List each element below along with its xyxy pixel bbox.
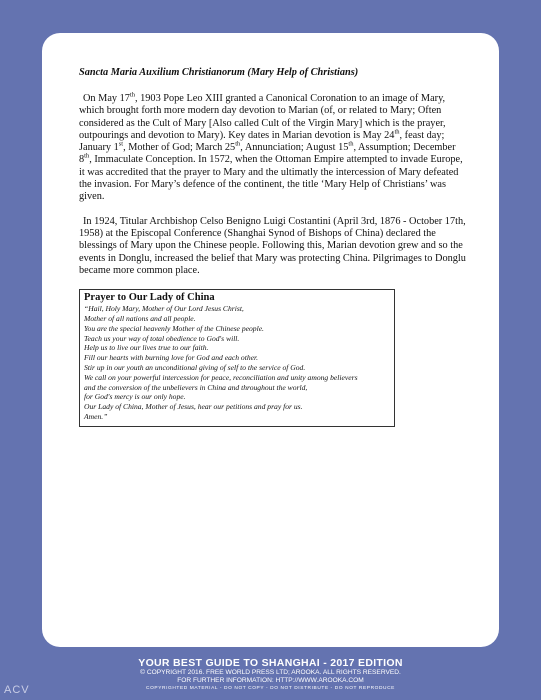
superscript: th bbox=[394, 128, 400, 136]
page-footer bbox=[0, 657, 541, 692]
prayer-line: Mother of all nations and all people. bbox=[84, 313, 196, 323]
prayer-line: Our Lady of China, Mother of Jesus, hear our petitions and pray for us. bbox=[84, 402, 303, 412]
text-span: , Mother of God; March 25 bbox=[123, 142, 236, 154]
prayer-title: Prayer to Our Lady of China bbox=[84, 292, 215, 304]
prayer-line: Fill our hearts with burning love for God and each other. bbox=[84, 353, 259, 363]
prayer-line: for God's mercy is our only hope. bbox=[84, 392, 186, 402]
footer-notice: COPYRIGHTED MATERIAL - DO NOT COPY - DO NOT DISTRIBUTE - DO NOT REPRODUCE bbox=[146, 686, 395, 691]
superscript: th bbox=[84, 153, 90, 161]
text-span: , 1903 Pope Leo XIII granted a Canonical Coronation to an image of Mary, which brought forth more modern day devotion to Marian (of, or related to Mary; Often considered as the Cult of Mary [Also called Cult of the Virgin Mary] which is the prayer, outpourings and devotion to Mary). Key dates in Marian devotion is May 24 bbox=[79, 93, 446, 141]
text-span: , feast day; January 1 bbox=[79, 129, 445, 154]
superscript: st bbox=[118, 140, 124, 148]
prayer-line: Stir up in our youth an unconditional giving of self to the service of God. bbox=[84, 362, 306, 372]
prayer-line: Teach us your way of total obedience to God's will. bbox=[84, 333, 240, 343]
prayer-line: We call on your powerful intercession for peace, reconciliation and unity among believers bbox=[84, 372, 358, 382]
superscript: th bbox=[348, 140, 354, 148]
footer-info-link: FOR FURTHER INFORMATION: HTTP://WWW.AROOKA.COM bbox=[177, 677, 364, 684]
superscript: th bbox=[129, 91, 135, 99]
prayer-line: and the conversion of the unbelievers in China and throughout the world, bbox=[84, 382, 308, 392]
prayer-line: Amen.” bbox=[84, 411, 108, 421]
text-span: , Annunciation; August 15 bbox=[240, 142, 349, 154]
text-span: , Immaculate Conception. In 1572, when the Ottoman Empire attempted to invade Europe, it was accredited that the prayer to Mary and the ultimatly the intercession of Mary defeated the invasion. For Mary’s defence of the continent, the title ‘Mary Help of Christians’ was given. bbox=[79, 154, 463, 203]
text-span: , Assumption; December 8 bbox=[79, 142, 456, 166]
document-page bbox=[42, 33, 499, 647]
prayer-line: Help us to live our lives true to our faith. bbox=[84, 343, 209, 353]
footer-copyright: © COPYRIGHT 2016. FREE WORLD PRESS LTD; AROOKA. ALL RIGHTS RESERVED. bbox=[140, 669, 401, 676]
prayer-box bbox=[79, 289, 395, 427]
text-span: On May 17 bbox=[83, 93, 130, 104]
corner-watermark: ACV bbox=[4, 684, 30, 696]
prayer-line: “Hail, Holy Mary, Mother of Our Lord Jesus Christ, bbox=[84, 304, 244, 314]
paragraph-costantini: In 1924, Titular Archbishop Celso Benigno Luigi Costantini (April 3rd, 1876 - October 17th, 1958) at the Episcopal Conference (Shanghai Synod of Bishops of China) declared the blessings of Mary upon the Chinese people. Following this, Marian devotion grew and so the events in Donglu, increased the belief that Mary was protecting China. Pilgrimages to Donglu became more common place. bbox=[79, 215, 466, 276]
footer-title: YOUR BEST GUIDE TO SHANGHAI - 2017 EDITION bbox=[138, 657, 403, 669]
paragraph-marian-devotion bbox=[79, 93, 469, 204]
prayer-line: You are the special heavenly Mother of the Chinese people. bbox=[84, 323, 264, 333]
section-heading: Sancta Maria Auxilium Christianorum (Mary Help of Christians) bbox=[79, 67, 359, 78]
superscript: th bbox=[235, 140, 241, 148]
